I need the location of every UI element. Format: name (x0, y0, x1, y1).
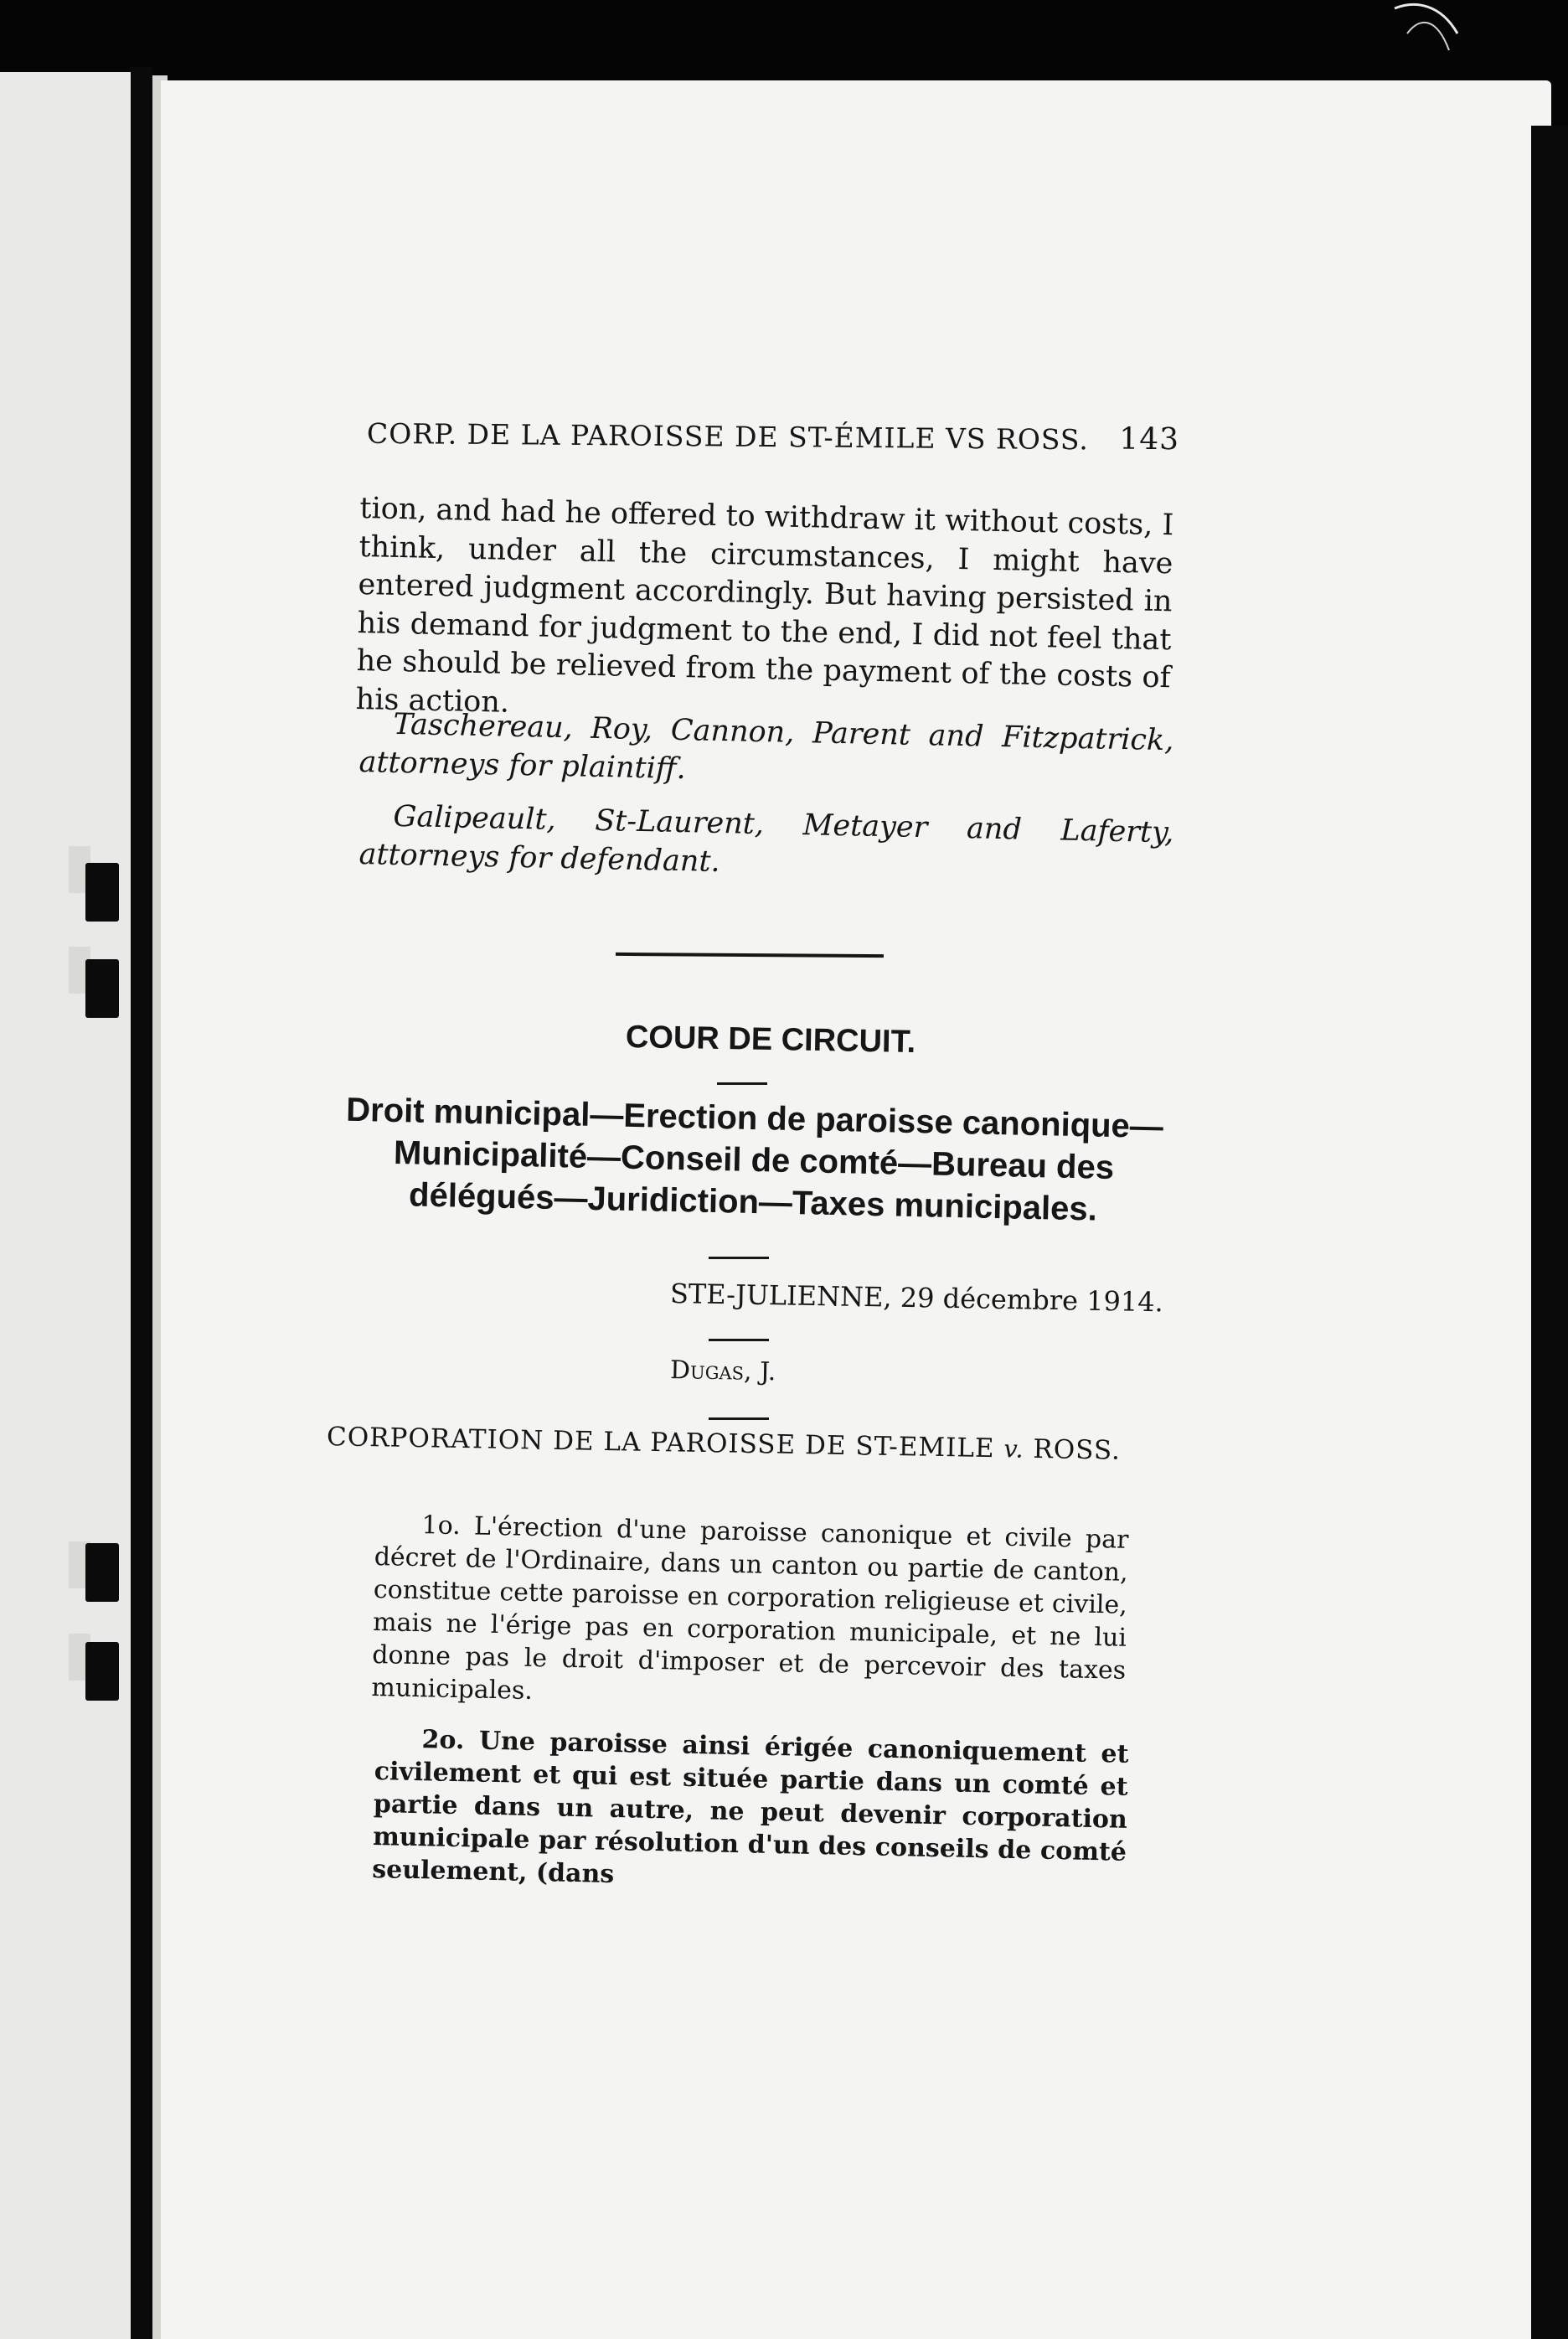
judge-name (670, 1355, 855, 1388)
summary-item-2: 2o. Une paroisse ainsi érigée canoniquement et civilement et qui est située partie dans un comté et partie dans un autre, ne peut devenir corporation municipale par résolution d'un des conseils de comté seulement, (dans (371, 1725, 1129, 1890)
case-defendant: ROSS. (1033, 1433, 1122, 1466)
summary-item-1: 1o. L'érection d'une paroisse canonique et civile par décret de l'Ordinaire, dans un canton ou partie de canton, constitue cette paroisse en corporation religieuse et civile, mais ne l'érige pas en corporation municipale, et ne lui donne pas le droit d'imposer et de percevoir des taxes municipales. (371, 1510, 1129, 1706)
case-versus: v. (1003, 1434, 1024, 1464)
short-rule (709, 1417, 769, 1420)
judge-name-text: Dugas, J. (669, 1355, 776, 1387)
continuation-paragraph: tion, and had he offered to withdraw it without costs, I think, under all the circumstances, I might have entered judgment accordingly. But having persisted in his demand for judgment to the end, I did not feel that he should be relieved from the payment of the costs of his action. (355, 491, 1174, 720)
short-rule (709, 1339, 769, 1341)
short-rule (717, 1082, 767, 1085)
keywords-headnote: Droit municipal—Erection de paroisse canonique—Municipalité—Conseil de comté—Bureau des délégués—Juridiction—Taxes municipales. (345, 1091, 1164, 1228)
running-head-title: CORP. DE LA PAROISSE DE ST-ÉMILE VS ROSS. (366, 416, 1089, 457)
case-plaintiff: CORPORATION DE LA PAROISSE DE ST-EMILE (326, 1422, 995, 1464)
running-head (367, 417, 1179, 457)
page-number: 143 (1119, 421, 1180, 457)
place-and-date: STE-JULIENNE, 29 décembre 1914. (669, 1278, 1164, 1319)
court-heading: COUR DE CIRCUIT. (625, 1019, 916, 1061)
defendant-attorneys: Galipeault, St-Laurent, Metayer and Laferty, attorneys for defendant. (358, 799, 1174, 879)
plaintiff-attorneys: Taschereau, Roy, Cannon, Parent and Fitzpatrick, attorneys for plaintiff. (358, 707, 1174, 786)
case-title (327, 1422, 1173, 1467)
short-rule (709, 1257, 769, 1259)
section-divider (616, 953, 884, 958)
